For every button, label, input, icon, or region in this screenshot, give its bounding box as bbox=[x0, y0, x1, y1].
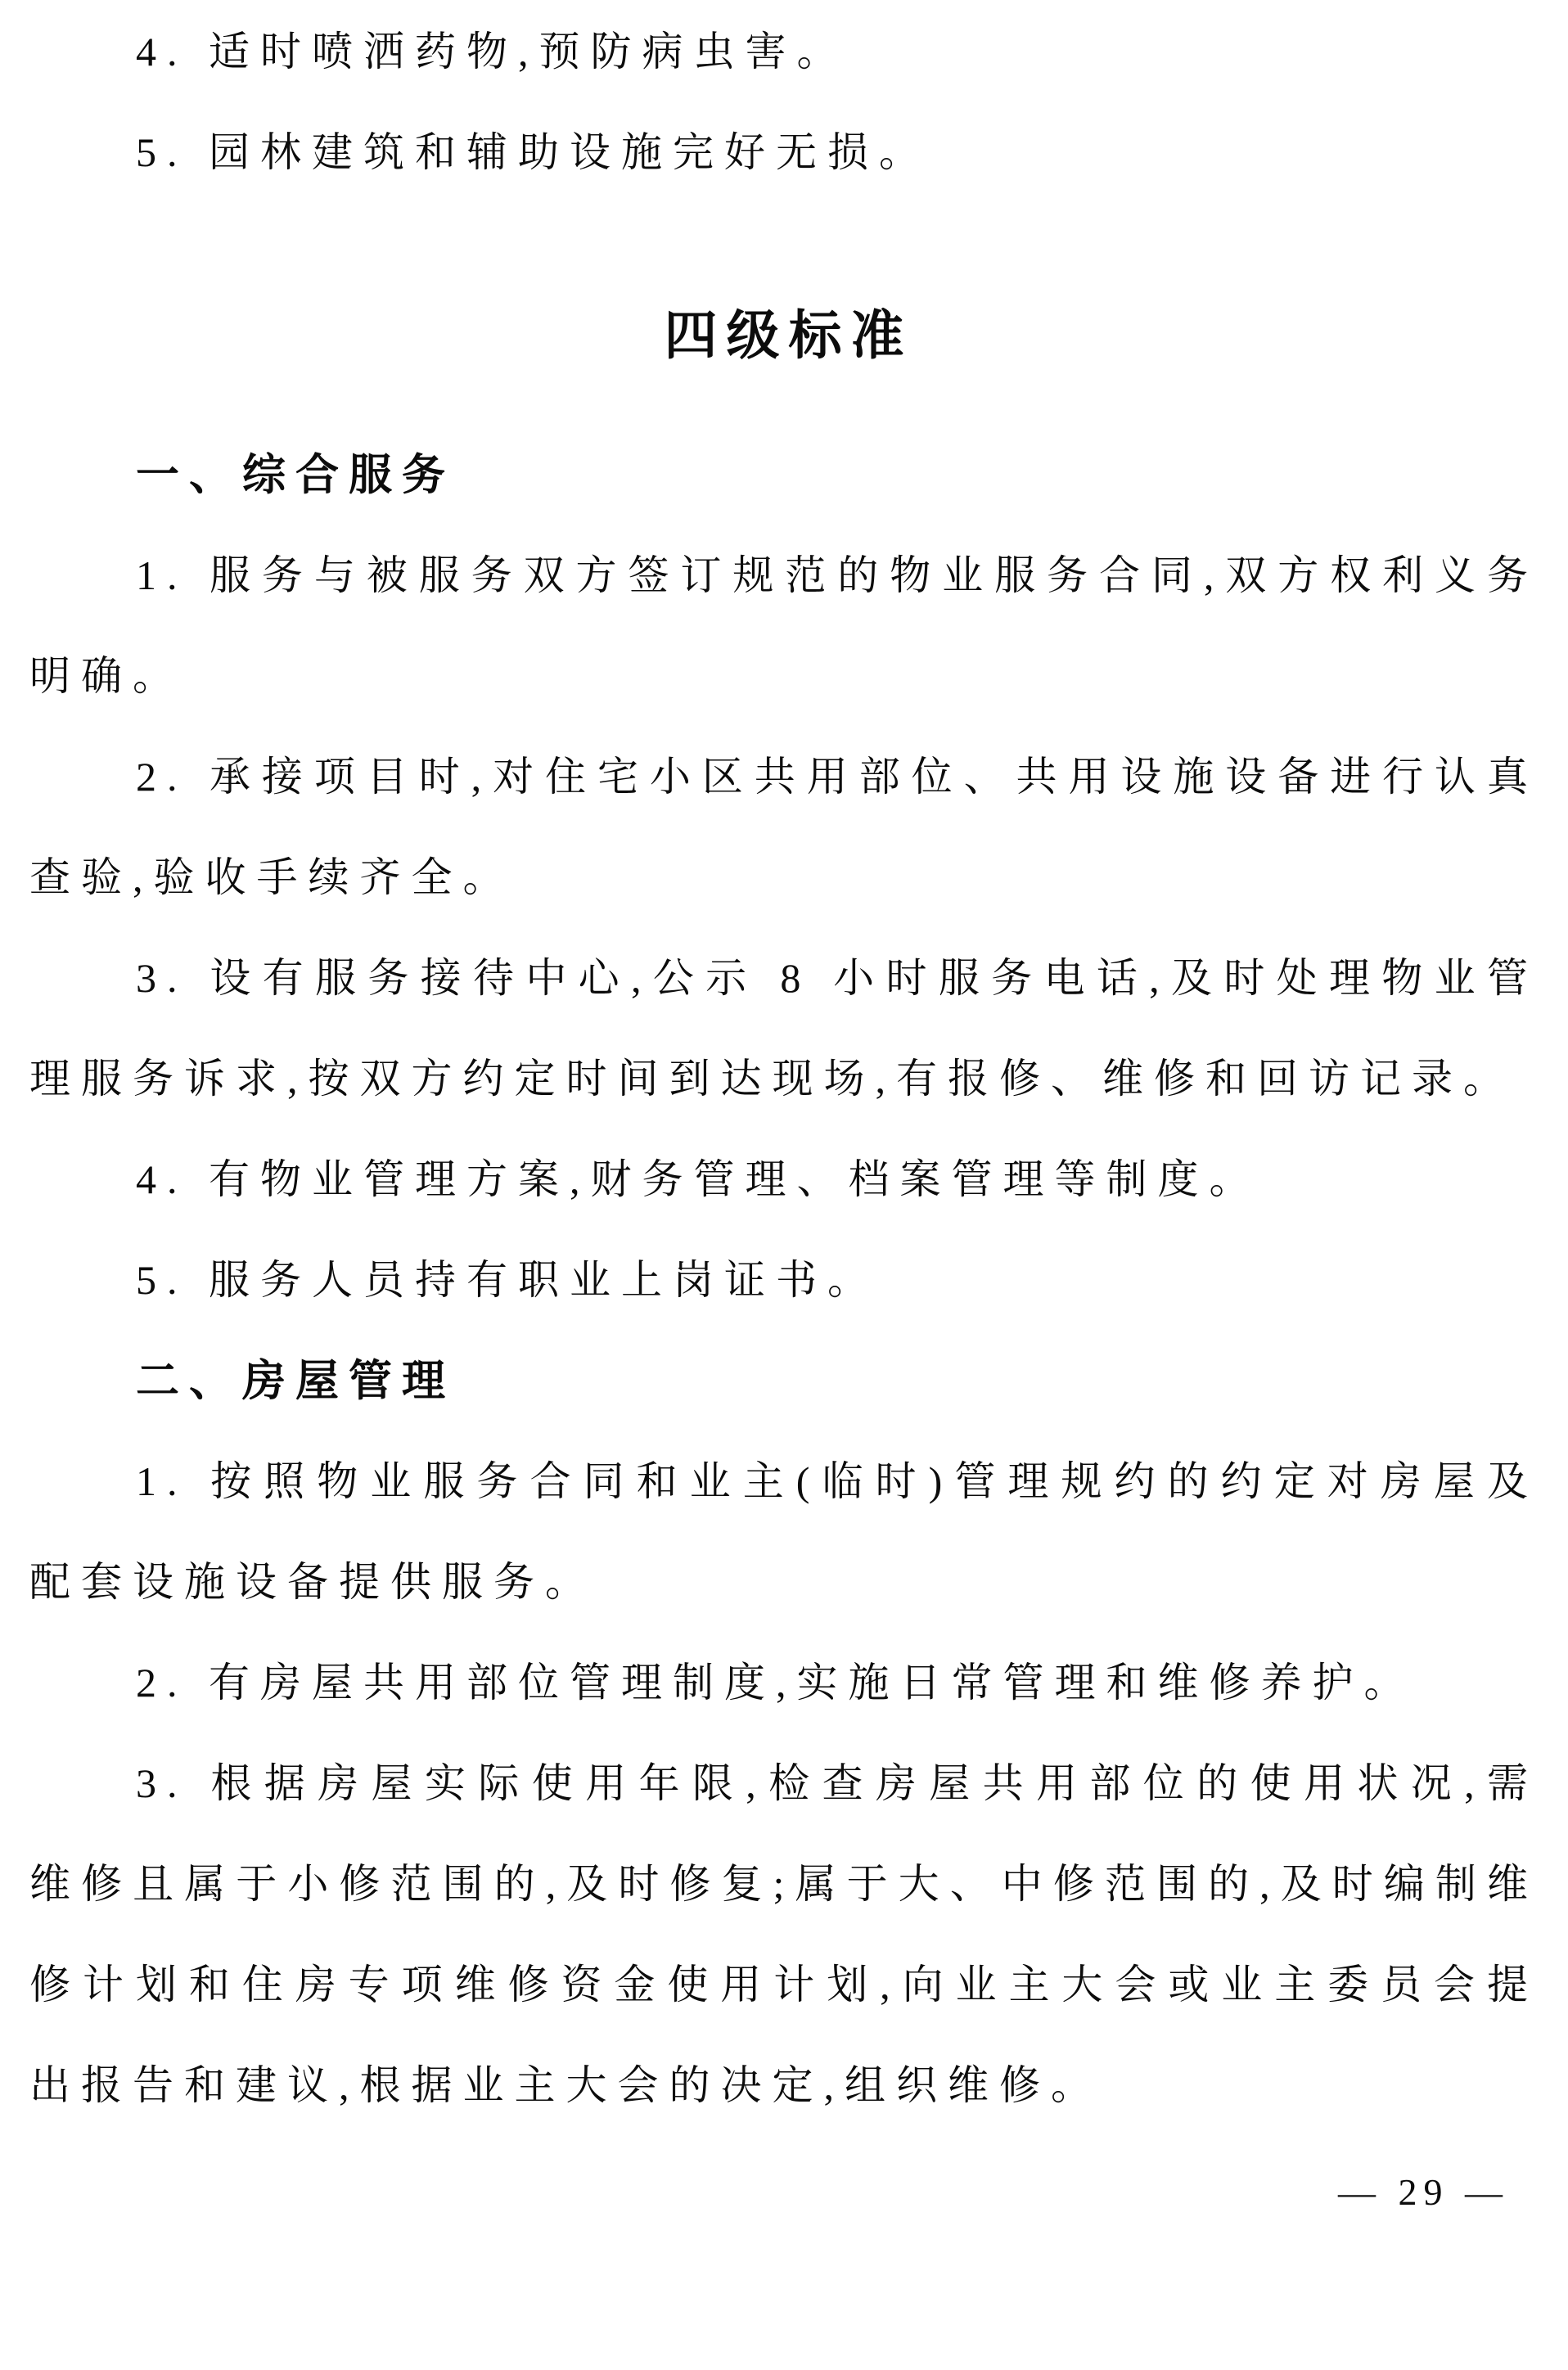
page-number: — 29 — bbox=[1338, 2171, 1509, 2213]
list-item-housing-1: 1. 按照物业服务合同和业主(临时)管理规约的约定对房屋及配套设施设备提供服务。 bbox=[29, 1458, 1539, 1605]
document-title: 四级标准 bbox=[664, 305, 913, 365]
list-item-service-4: 4. 有物业管理方案,财务管理、档案管理等制度。 bbox=[136, 1156, 1261, 1202]
list-item-housing-3: 3. 根据房屋实际使用年限,检查房屋共用部位的使用状况,需维修且属于小修范围的,及时修复;属于大、中修范围的,及时编制维修计划和住房专项维修资金使用计划,向业主大会或业主委员会提出报告和建议,根据业主大会的决定,组织维修。 bbox=[29, 1760, 1539, 2108]
section-heading-housing-management: 二、房屋管理 bbox=[136, 1357, 455, 1405]
list-item-service-2: 2. 承接项目时,对住宅小区共用部位、共用设施设备进行认真查验,验收手续齐全。 bbox=[29, 754, 1539, 900]
list-item-service-3: 3. 设有服务接待中心,公示 8 小时服务电话,及时处理物业管理服务诉求,按双方约定时间到达现场,有报修、维修和回访记录。 bbox=[29, 955, 1539, 1102]
list-item-garden-5: 5. 园林建筑和辅助设施完好无损。 bbox=[136, 129, 930, 175]
list-item-service-5: 5. 服务人员持有职业上岗证书。 bbox=[136, 1257, 879, 1303]
list-item-housing-2: 2. 有房屋共用部位管理制度,实施日常管理和维修养护。 bbox=[136, 1660, 1416, 1705]
list-item-service-1: 1. 服务与被服务双方签订规范的物业服务合同,双方权利义务明确。 bbox=[29, 552, 1539, 699]
section-heading-comprehensive-service: 一、综合服务 bbox=[136, 451, 455, 499]
list-item-garden-4: 4. 适时喷洒药物,预防病虫害。 bbox=[136, 29, 849, 74]
